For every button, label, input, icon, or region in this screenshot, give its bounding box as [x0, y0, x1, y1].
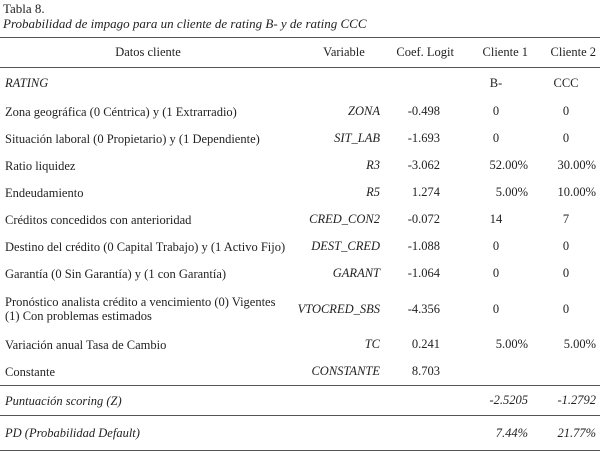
row-variable: CONSTANTE — [311, 364, 380, 378]
header-datos-cliente: Datos cliente — [0, 38, 296, 68]
row-cliente-2: 10.00% — [557, 185, 596, 199]
row-label: Endeudamiento — [5, 185, 84, 200]
pd-row — [0, 416, 600, 451]
row-label: Zona geográfica (0 Céntrica) y (1 Extrarradio) — [5, 104, 237, 119]
row-label: Destino del crédito (0 Capital Trabajo) y (1 Activo Fijo) — [5, 239, 286, 254]
row-coef: 0.241 — [411, 337, 440, 351]
score-cliente-1: -2.5205 — [460, 386, 532, 416]
row-label-line-1: Pronóstico analista crédito a vencimiento (0) Vigentes — [5, 295, 276, 309]
row-cliente-1: 0 — [492, 131, 500, 145]
row-cliente-2: 0 — [562, 104, 570, 118]
row-cliente-1: 0 — [492, 239, 500, 253]
table-row — [0, 358, 600, 386]
row-variable: ZONA — [348, 104, 380, 118]
row-cliente-2: 0 — [562, 131, 570, 145]
table-row — [0, 260, 600, 287]
row-variable: R3 — [366, 158, 380, 172]
table-row — [0, 287, 600, 331]
rating-cliente-2: CCC — [553, 75, 579, 90]
row-label: Ratio liquidez — [5, 158, 76, 173]
score-coef — [382, 386, 460, 416]
row-label-line-2: (1) Con problemas estimados — [5, 309, 152, 323]
table-row — [0, 179, 600, 206]
row-coef: -1.693 — [407, 131, 440, 145]
row-cliente-1: 0 — [492, 104, 500, 118]
table-label: Tabla 8. — [3, 1, 45, 16]
row-cliente-2: 0 — [562, 301, 570, 316]
row-variable: CRED_CON2 — [309, 212, 380, 226]
header-variable: Variable — [296, 38, 382, 68]
row-cliente-2: 30.00% — [557, 158, 596, 172]
row-cliente-1: 52.00% — [489, 158, 528, 172]
pd-cliente-1: 7.44% — [460, 416, 532, 451]
row-variable: VTOCRED_SBS — [297, 301, 380, 316]
pd-coef — [382, 416, 460, 451]
row-cliente-1: 5.00% — [495, 185, 528, 199]
header-cliente-2: Cliente 2 — [532, 38, 600, 68]
table-row — [0, 233, 600, 260]
table-row — [0, 331, 600, 358]
row-coef: -0.072 — [407, 212, 440, 226]
row-cliente-2: 0 — [562, 266, 570, 280]
row-coef: -4.356 — [407, 301, 440, 316]
header-cliente-1: Cliente 1 — [460, 38, 532, 68]
row-coef: -3.062 — [407, 158, 440, 172]
row-cliente-1 — [460, 358, 532, 386]
header-row — [0, 38, 600, 68]
row-variable: R5 — [366, 185, 380, 199]
row-cliente-1: 0 — [492, 301, 500, 316]
row-coef: -0.498 — [407, 104, 440, 118]
row-cliente-1: 5.00% — [495, 337, 528, 351]
row-cliente-2: 0 — [562, 239, 570, 253]
row-variable: SIT_LAB — [334, 131, 380, 145]
table-row — [0, 98, 600, 125]
rating-coef — [382, 68, 460, 99]
rating-cliente-1: B- — [489, 75, 503, 90]
row-cliente-2: 7 — [562, 212, 570, 226]
pd-label: PD (Probabilidad Default) — [0, 416, 296, 451]
row-cliente-1: 14 — [489, 212, 503, 226]
row-coef: -1.088 — [407, 239, 440, 253]
score-row — [0, 386, 600, 416]
pd-cliente-2: 21.77% — [532, 416, 600, 451]
row-coef: -1.064 — [407, 266, 440, 280]
row-label: Variación anual Tasa de Cambio — [5, 337, 167, 352]
rating-row — [0, 68, 600, 99]
score-variable — [296, 386, 382, 416]
row-coef: 8.703 — [411, 364, 440, 378]
rating-variable — [296, 68, 382, 99]
row-variable: GARANT — [332, 266, 380, 280]
header-coef-logit: Coef. Logit — [382, 38, 460, 68]
row-cliente-1: 0 — [492, 266, 500, 280]
table-row — [0, 125, 600, 152]
row-label: Situación laboral (0 Propietario) y (1 Dependiente) — [5, 131, 260, 146]
table-row — [0, 206, 600, 233]
row-coef: 1.274 — [411, 185, 440, 199]
row-cliente-2 — [532, 358, 600, 386]
score-cliente-2: -1.2792 — [532, 386, 600, 416]
row-label: Garantía (0 Sin Garantía) y (1 con Garantía) — [5, 266, 227, 281]
score-label: Puntuación scoring (Z) — [0, 386, 296, 416]
row-label — [0, 287, 296, 331]
row-label: Constante — [5, 364, 55, 379]
default-probability-table — [0, 37, 600, 451]
pd-variable — [296, 416, 382, 451]
row-variable: DEST_CRED — [311, 239, 380, 253]
row-cliente-2: 5.00% — [563, 337, 596, 351]
row-label: Créditos concedidos con anterioridad — [5, 212, 192, 227]
row-variable: TC — [364, 337, 380, 351]
rating-label: RATING — [5, 76, 49, 90]
table-title: Probabilidad de impago para un cliente de rating B- y de rating CCC — [3, 16, 367, 31]
table-row — [0, 152, 600, 179]
